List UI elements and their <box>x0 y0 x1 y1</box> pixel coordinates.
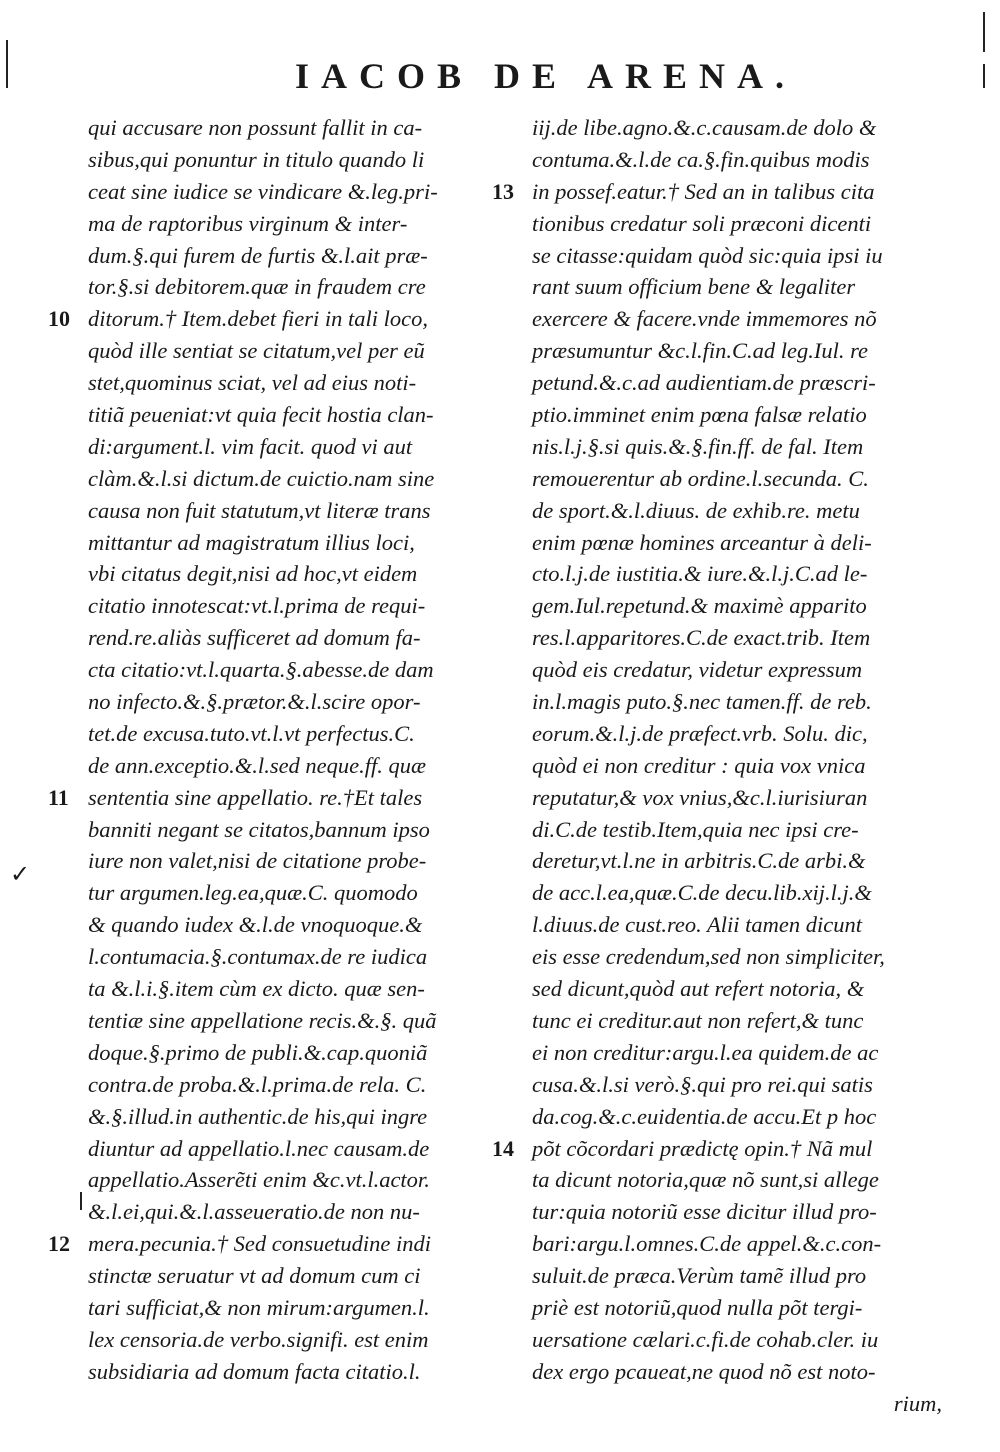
text-line <box>532 909 942 941</box>
line-text: dex ergo pcaueat,ne quod nõ est noto- <box>532 1358 876 1384</box>
manicule-mark: ✓ <box>10 862 31 888</box>
text-line <box>88 973 498 1005</box>
text-line <box>532 845 942 877</box>
line-text: rant suum officium bene & legaliter <box>532 274 856 300</box>
line-text: quòd eis credatur, videtur expressum <box>532 657 863 683</box>
text-line <box>532 1196 942 1228</box>
line-text: tari sufficiat,& non mirum:argumen.l. <box>88 1294 430 1320</box>
text-line <box>88 1005 498 1037</box>
margin-number: 14 <box>492 1135 514 1161</box>
line-text: sed dicunt,quòd aut refert notoria, & <box>532 976 865 1002</box>
text-line <box>532 622 942 654</box>
text-line <box>532 399 942 431</box>
line-text: cto.l.j.de iustitia.& iure.&.l.j.C.ad le- <box>532 561 868 587</box>
text-line <box>532 1101 942 1133</box>
line-text: quòd ille sentiat se citatum,vel per eũ <box>88 338 425 364</box>
text-line <box>532 877 942 909</box>
text-line <box>532 144 942 176</box>
text-line <box>532 208 942 240</box>
text-line <box>532 463 942 495</box>
text-line <box>532 973 942 1005</box>
line-text: mera.pecunia.† Sed consuetudine indi <box>88 1231 432 1257</box>
text-line <box>532 590 942 622</box>
page-edge-mark-right-lower <box>983 64 985 88</box>
line-text: deretur,vt.l.ne in arbitris.C.de arbi.& <box>532 848 866 874</box>
line-text: iij.de libe.agno.&.c.causam.de dolo & <box>532 115 877 140</box>
line-text: tur argumen.leg.ea,quæ.C. quomodo <box>88 880 418 906</box>
line-text: enim pœnæ homines arceantur à deli- <box>532 529 872 555</box>
right-text-column <box>492 112 942 1420</box>
text-line <box>88 463 498 495</box>
line-text: ta dicunt notoria,quæ nõ sunt,si allege <box>532 1167 879 1193</box>
text-line <box>532 1005 942 1037</box>
line-text: sententia sine appellatio. re.†Et tales <box>88 784 423 810</box>
text-line <box>88 654 498 686</box>
text-line <box>532 431 942 463</box>
page-edge-mark-left <box>6 40 8 88</box>
text-line <box>88 686 498 718</box>
text-line <box>88 1164 498 1196</box>
text-line <box>88 941 498 973</box>
left-text-column <box>48 112 498 1388</box>
text-line <box>88 240 498 272</box>
line-text: ta &.l.i.§.item cùm ex dicto. quæ sen- <box>88 976 425 1002</box>
text-line <box>532 558 942 590</box>
line-text: remouerentur ab ordine.l.secunda. C. <box>532 465 869 491</box>
text-line <box>532 527 942 559</box>
text-line <box>88 431 498 463</box>
text-line <box>532 271 942 303</box>
line-text: & quando iudex &.l.de vnoquoque.& <box>88 912 423 938</box>
text-line <box>88 1133 498 1165</box>
text-line <box>532 303 942 335</box>
text-line <box>88 1356 498 1388</box>
text-line <box>532 1356 942 1388</box>
margin-number: 11 <box>48 784 69 810</box>
line-text: nis.l.j.§.si quis.&.§.fin.ff. de fal. Item <box>532 433 864 459</box>
line-text: quòd ei non creditur : quia vox vnica <box>532 752 866 778</box>
line-text: subsidiaria ad domum facta citatio.l. <box>88 1358 421 1384</box>
line-text: põt cõcordari prædictę opin.† Nã mul <box>532 1135 873 1161</box>
line-text: ma de raptoribus virginum & inter- <box>88 210 408 236</box>
line-text: de acc.l.ea,quæ.C.de decu.lib.xij.l.j.& <box>532 880 872 906</box>
line-text: bari:argu.l.omnes.C.de appel.&.c.con- <box>532 1231 882 1257</box>
text-line <box>532 782 942 814</box>
text-line <box>532 686 942 718</box>
text-line <box>48 782 498 814</box>
text-line <box>532 1388 942 1420</box>
line-text: banniti negant se citatos,bannum ipso <box>88 816 430 842</box>
text-line <box>532 335 942 367</box>
line-text: doque.§.primo de publi.&.cap.quoniã <box>88 1039 428 1065</box>
line-text: causa non fuit statutum,vt literæ trans <box>88 497 431 523</box>
line-text: citatio innotescat:vt.l.prima de requi- <box>88 593 426 619</box>
text-line <box>532 1324 942 1356</box>
line-text: de sport.&.l.diuus. de exhib.re. metu <box>532 497 860 523</box>
text-line <box>88 1324 498 1356</box>
line-text: tunc ei creditur.aut non refert,& tunc <box>532 1007 864 1033</box>
line-text: no infecto.&.§.prætor.&.l.scire opor- <box>88 689 421 715</box>
line-text: exercere & facere.vnde immemores nõ <box>532 306 877 332</box>
text-line <box>88 335 498 367</box>
margin-stroke <box>80 1192 82 1210</box>
text-line <box>532 654 942 686</box>
line-text: petund.&.c.ad audientiam.de præscri- <box>532 370 876 396</box>
text-line <box>88 1292 498 1324</box>
text-line <box>88 208 498 240</box>
text-line <box>88 1260 498 1292</box>
text-line <box>532 240 942 272</box>
line-text: uersatione cælari.c.fi.de cohab.cler. iu <box>532 1326 879 1352</box>
text-line <box>532 1037 942 1069</box>
line-text: tentiæ sine appellatione recis.&.§. quã <box>88 1007 437 1033</box>
line-text: rend.re.aliàs sufficeret ad domum fa- <box>88 625 421 651</box>
line-text: stinctæ seruatur vt ad domum cum ci <box>88 1263 421 1289</box>
line-text: cusa.&.l.si verò.§.qui pro rei.qui satis <box>532 1071 873 1097</box>
line-text: ei non creditur:argu.l.ea quidem.de ac <box>532 1039 879 1065</box>
line-text: ptio.imminet enim pœna falsæ relatio <box>532 402 867 428</box>
text-line <box>88 399 498 431</box>
line-text: di.C.de testib.Item,quia nec ipsi cre- <box>532 816 859 842</box>
text-line <box>532 814 942 846</box>
text-line <box>88 1069 498 1101</box>
margin-number: 13 <box>492 178 514 204</box>
text-line <box>88 814 498 846</box>
line-text: res.l.apparitores.C.de exact.trib. Item <box>532 625 871 651</box>
text-line <box>532 1260 942 1292</box>
line-text: titiã peueniat:vt quia fecit hostia clan- <box>88 402 434 428</box>
text-line <box>88 1101 498 1133</box>
line-text: &.§.illud.in authentic.de his,qui ingre <box>88 1103 428 1129</box>
line-text: præsumuntur &c.l.fin.C.ad leg.Iul. re <box>532 338 869 364</box>
line-text: cta citatio:vt.l.quarta.§.abesse.de dam <box>88 657 434 683</box>
line-text: tur:quia notoriũ esse dicitur illud pro- <box>532 1199 877 1225</box>
line-text: diuntur ad appellatio.l.nec causam.de <box>88 1135 430 1161</box>
text-line <box>532 367 942 399</box>
text-line <box>88 367 498 399</box>
text-line <box>48 303 498 335</box>
text-line <box>492 1133 942 1165</box>
line-text: sibus,qui ponuntur in titulo quando li <box>88 146 425 172</box>
line-text: dum.§.qui furem de furtis &.l.ait præ- <box>88 242 428 268</box>
line-text: clàm.&.l.si dictum.de cuictio.nam sine <box>88 465 435 491</box>
line-text: rium, <box>893 1390 942 1416</box>
line-text: qui accusare non possunt fallit in ca- <box>88 115 423 140</box>
text-line <box>88 590 498 622</box>
line-text: priè est notoriũ,quod nulla põt tergi- <box>532 1294 863 1320</box>
text-line <box>88 909 498 941</box>
running-head: IACOB DE ARENA. <box>295 56 797 96</box>
text-line <box>88 622 498 654</box>
text-line <box>532 1228 942 1260</box>
line-text: &.l.ei,qui.&.l.asseueratio.de non nu- <box>88 1199 420 1225</box>
line-text: appellatio.Asserẽti enim &c.vt.l.actor. <box>88 1167 430 1193</box>
text-line <box>532 1069 942 1101</box>
text-line <box>88 1196 498 1228</box>
line-text: l.diuus.de cust.reo. Alii tamen dicunt <box>532 912 862 938</box>
text-line <box>88 144 498 176</box>
text-line <box>88 1037 498 1069</box>
line-text: tor.§.si debitorem.quæ in fraudem cre <box>88 274 426 300</box>
text-line <box>532 112 942 144</box>
text-line <box>532 495 942 527</box>
line-text: mittantur ad magistratum illius loci, <box>88 529 415 555</box>
line-text: gem.Iul.repetund.& maximè apparito <box>532 593 867 619</box>
text-line <box>88 877 498 909</box>
text-line <box>532 1164 942 1196</box>
line-text: suluit.de præca.Verùm tamẽ illud pro <box>532 1263 867 1289</box>
line-text: de ann.exceptio.&.l.sed neque.ff. quæ <box>88 752 427 778</box>
line-text: eorum.&.l.j.de præfect.vrb. Solu. dic, <box>532 720 868 746</box>
text-line <box>88 112 498 144</box>
text-line <box>492 176 942 208</box>
line-text: di:argument.l. vim facit. quod vi aut <box>88 433 413 459</box>
text-line <box>88 845 498 877</box>
text-line <box>532 718 942 750</box>
line-text: se citasse:quidam quòd sic:quia ipsi iu <box>532 242 883 268</box>
text-line <box>532 1292 942 1324</box>
line-text: l.contumacia.§.contumax.de re iudica <box>88 944 428 970</box>
text-line <box>48 1228 498 1260</box>
text-line <box>88 718 498 750</box>
line-text: iure non valet,nisi de citatione probe- <box>88 848 427 874</box>
line-text: in possef.eatur.† Sed an in talibus cita <box>532 178 875 204</box>
line-text: contuma.&.l.de ca.§.fin.quibus modis <box>532 146 870 172</box>
text-line <box>532 750 942 782</box>
margin-number: 10 <box>48 306 70 332</box>
line-text: stet,quominus sciat, vel ad eius noti- <box>88 370 417 396</box>
page-edge-mark-right <box>983 12 985 52</box>
line-text: in.l.magis puto.§.nec tamen.ff. de reb. <box>532 689 872 715</box>
text-line <box>532 941 942 973</box>
line-text: ceat sine iudice se vindicare &.leg.pri- <box>88 178 438 204</box>
line-text: vbi citatus degit,nisi ad hoc,vt eidem <box>88 561 418 587</box>
line-text: ditorum.† Item.debet fieri in tali loco, <box>88 306 428 332</box>
text-line <box>88 495 498 527</box>
line-text: da.cog.&.c.euidentia.de accu.Et p hoc <box>532 1103 877 1129</box>
line-text: tionibus credatur soli præconi dicenti <box>532 210 872 236</box>
text-line <box>88 176 498 208</box>
line-text: lex censoria.de verbo.signifi. est enim <box>88 1326 429 1352</box>
text-line <box>88 750 498 782</box>
text-line <box>88 558 498 590</box>
text-line <box>88 527 498 559</box>
margin-number: 12 <box>48 1231 70 1257</box>
line-text: eis esse credendum,sed non simpliciter, <box>532 944 885 970</box>
line-text: contra.de proba.&.l.prima.de rela. C. <box>88 1071 427 1097</box>
line-text: tet.de excusa.tuto.vt.l.vt perfectus.C. <box>88 720 415 746</box>
line-text: reputatur,& vox vnius,&c.l.iurisiuran <box>532 784 868 810</box>
text-line <box>88 271 498 303</box>
